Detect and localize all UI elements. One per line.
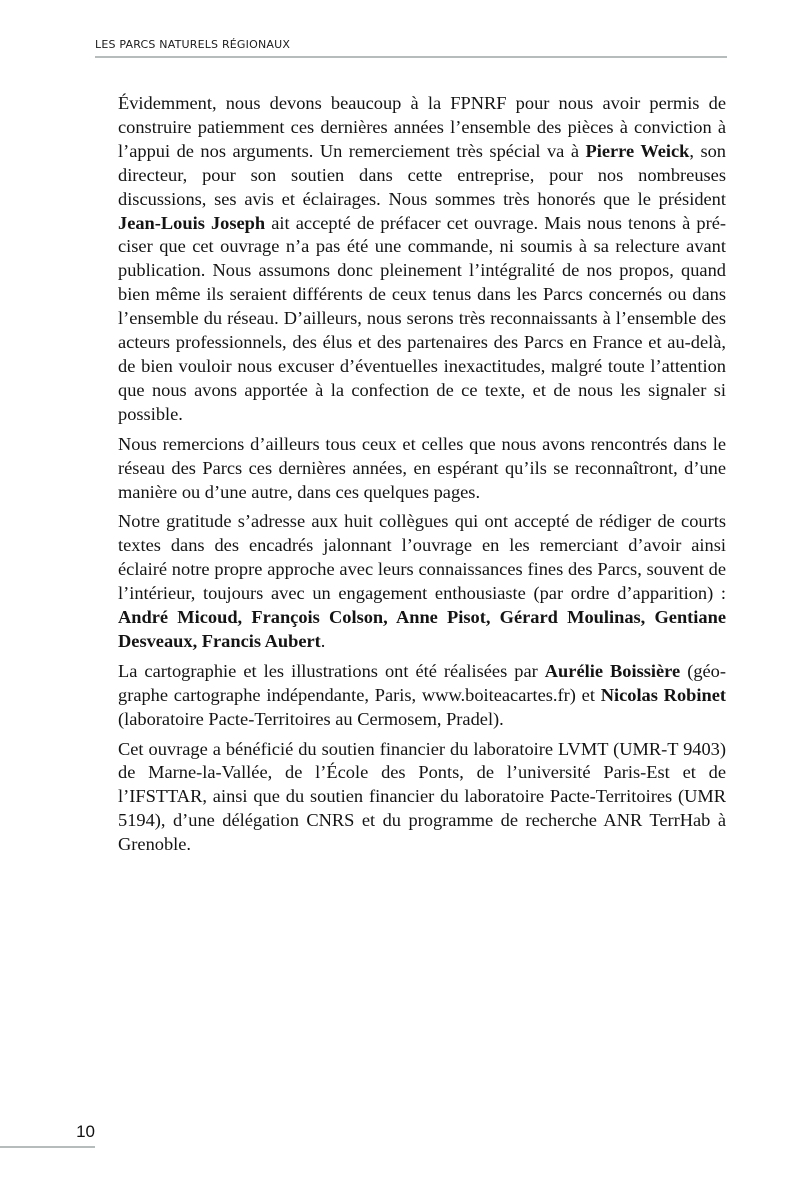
colleague-names: André Micoud, François Colson, Anne Pisot, Gérard Moulinas, Gentiane Desveaux, Francis Aubert [118,607,726,651]
header-rule [95,56,727,58]
name-aurelie-boissiere: Aurélie Boissière [544,660,681,681]
text-segment: Notre gratitude s’adresse aux huit collègues qui ont accepté de rédiger de courts textes dans des encadrés jalonnant l’ouvrage en les remerciant d’avoir ainsi éclairé notre propre approche avec leurs connaissances fines des Parcs, souvent de l’intérieur, toujours avec un engagement enthousiaste (par ordre d’apparition) : [118,511,726,604]
running-head-title: LES PARCS NATURELS RÉGIONAUX [95,38,291,51]
text-segment: ait accepté de préfacer cet ouvrage. Mais nous tenons à préciser que cet ouvrage n’a pas été une commande, ni soumis à sa relecture avant publication. Nous assumons donc pleinement l’intégralité de nos propos, quand bien même ils seraient différents de ceux tenus dans les Parcs concernés ou dans l’ensemble du réseau. D’ailleurs, nous serons très reconnaissants à l’ensemble des acteurs professionnels, des élus et des partenaires des Parcs en France et au-delà, de bien vouloir nous excuser d’éventuelles inexactitudes, malgré toute l’attention que nous avons apportée à la confection de ce texte, et de nous les signaler si possible. [118,212,726,424]
body-text [118,92,726,863]
name-nicolas-robinet: Nicolas Robinet [600,684,727,705]
text-segment: Évidemment, nous devons beaucoup à la FPNRF pour nous avoir permis de construire patiemment ces dernières années l’ensemble des pièces à conviction à l’appui de nos arguments. Un remerciement très spécial va à [118,93,726,161]
paragraph-colleagues [118,510,726,653]
footer-rule [0,1146,95,1148]
text-segment: (laboratoire Pacte-Territoires au Cermosem, Pradel). [118,708,504,729]
paragraph-cartography [118,660,726,732]
name-pierre-weick: Pierre Weick [585,140,690,161]
text-segment: . [320,630,326,651]
text-segment: Nous remercions d’ailleurs tous ceux et celles que nous avons rencontrés dans le réseau des Parcs ces dernières années, en espérant qu’ils se reconnaîtront, d’une manière ou d’une autre, dans ces quelques pages. [118,433,726,502]
paragraph-acknowledgements-fpnrf [118,92,726,427]
paragraph-network-thanks [118,433,726,505]
page-number: 10 [76,1122,95,1141]
text-segment: , son directeur, pour son soutien dans cette entreprise, pour nos nombreuses discussions, ses avis et éclairages. Nous sommes très honorés que le président [118,140,726,209]
name-jean-louis-joseph: Jean-Louis Joseph [118,212,266,233]
text-segment: (géographe cartographe indépendante, Paris, www.boiteacartes.fr) et [118,660,726,705]
text-segment: La cartographie et les illustrations ont été réalisées par [118,660,545,681]
text-segment: Cet ouvrage a bénéficié du soutien financier du laboratoire LVMT (UMR-T 9403) de Marne-la-Vallée, de l’École des Ponts, de l’université Paris-Est et de l’IFSTTAR, ainsi que du soutien financier du laboratoire Pacte-Territoires (UMR 5194), d’une délégation CNRS et du programme de recherche ANR TerrHab à Grenoble. [118,738,726,855]
paragraph-funding [118,738,726,858]
